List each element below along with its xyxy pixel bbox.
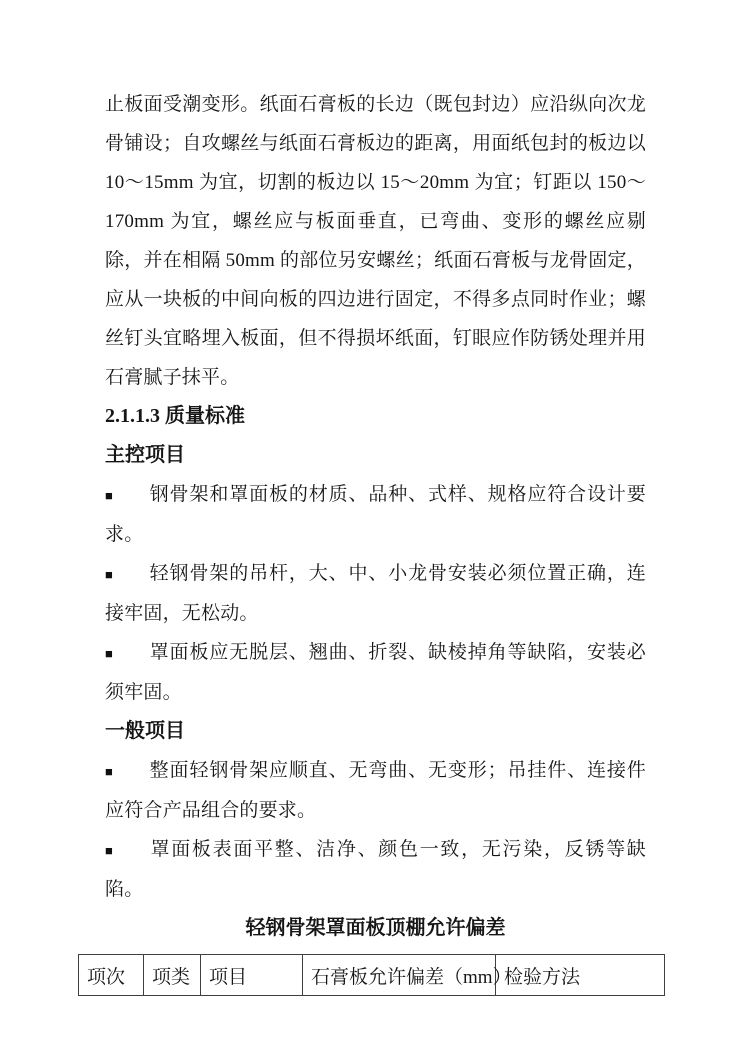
tolerance-table [78,954,665,996]
list-item-text: 轻钢骨架的吊杆，大、中、小龙骨安装必须位置正确，连接牢固，无松动。 [105,563,646,624]
table-header-cell-method: 检验方法 [496,955,665,996]
document-content [87,85,646,996]
table-header-row [79,955,665,996]
bullet-square-icon: ■ [105,567,114,582]
section-heading-quality-standard: 2.1.1.3 质量标准 [105,405,245,427]
subsection-heading-general-items: 一般项目 [105,720,185,742]
list-item-text: 罩面板应无脱层、翘曲、折裂、缺棱掉角等缺陷，安装必须牢固。 [105,642,646,703]
paragraph-gypsum-board-installation: 止板面受潮变形。纸面石膏板的长边（既包封边）应沿纵向次龙骨铺设；自攻螺丝与纸面石膏板边的距离，用面纸包封的板边以 10～15mm 为宜，切割的板边以 15～20mm 为宜；钉距以 150～170mm 为宜，螺丝应与板面垂直，已弯曲、变形的螺丝应剔除，并在相隔 50mm 的部位另安螺丝；纸面石膏板与龙骨固定，应从一块板的中间向板的四边进行固定，不得多点同时作业；螺丝钉头宜略埋入板面，但不得损坏纸面，钉眼应作防锈处理并用石膏腻子抹平。 [105,94,646,388]
bullet-square-icon: ■ [105,646,114,661]
list-item-main-1 [105,475,646,554]
list-item-main-2 [105,554,646,633]
list-item-general-1 [105,751,646,830]
table-header-cell-deviation: 石膏板允许偏差（mm） [303,955,496,996]
list-item-general-2 [105,830,646,909]
table-header-cell-item-type: 项类 [144,955,201,996]
table-header-cell-item: 项目 [201,955,303,996]
list-item-text: 整面轻钢骨架应顺直、无弯曲、无变形；吊挂件、连接件应符合产品组合的要求。 [105,760,646,821]
bullet-square-icon: ■ [105,764,114,779]
bullet-square-icon: ■ [105,843,114,858]
table-title-allowed-deviation: 轻钢骨架罩面板顶棚允许偏差 [245,917,506,939]
list-item-text: 罩面板表面平整、洁净、颜色一致，无污染，反锈等缺陷。 [105,839,646,900]
table-header-cell-item-no: 项次 [79,955,144,996]
subsection-heading-main-control-items: 主控项目 [105,444,185,466]
list-item-text: 钢骨架和罩面板的材质、品种、式样、规格应符合设计要求。 [105,484,646,545]
list-item-main-3 [105,633,646,712]
bullet-square-icon: ■ [105,488,114,503]
